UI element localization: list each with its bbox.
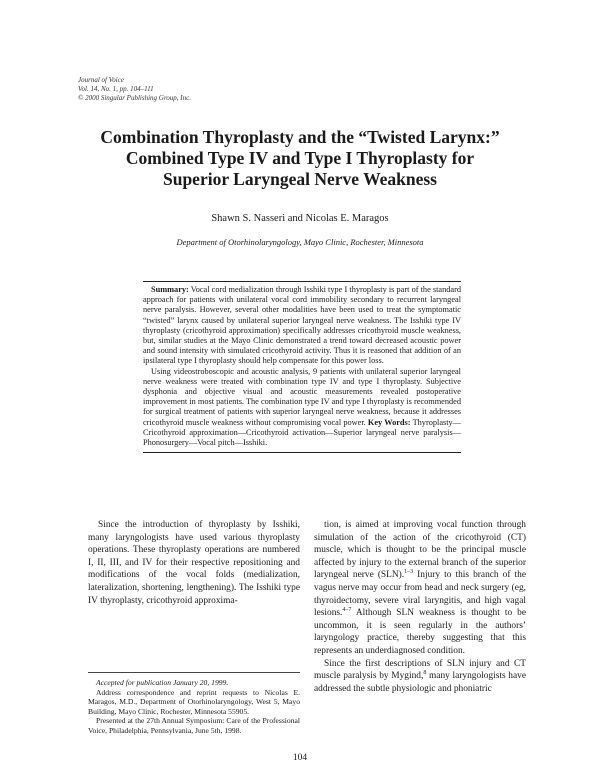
citation-ref-3: 8: [423, 670, 427, 676]
body-right-p1-b: Injury to this branch of the vagus nerve may occur from head and neck surgery (eg, thyroidectomy, severe viral laryngitis, and high vagal lesions.: [314, 570, 526, 619]
body-column-right: [314, 519, 526, 695]
title-line-3: Superior Laryngeal Nerve Weakness: [162, 169, 437, 189]
abstract-para2-text: Using videostroboscopic and acoustic analysis, 9 patients with unilateral superior laryngeal nerve weakness were treated with combination type IV and type I thyroplasty. Subjective dysphonia and objective visual and acoustic measurements revealed postoperative improvement in most patients. The combination type IV and type I thyroplasty is recommended for surgical treatment of patients with superior laryngeal nerve weakness, because it addresses cricothyroid muscle weakness without compromising vocal power.: [143, 366, 461, 427]
body-right-p1-a: tion, is aimed at improving vocal function through simulation of the action of the cricothyroid (CT) muscle, which is thought to be the principal muscle affected by injury to the external branch of the superior laryngeal nerve (SLN).: [314, 520, 526, 581]
body-left-paragraph-1: Since the introduction of thyroplasty by Isshiki, many laryngologists have used various thyroplasty operations. These thyroplasty operations are numbered I, II, III, and IV for their respective repositioning and modifications of the vocal folds (medialization, lateralization, shortening, lengthening). The Isshiki type IV thyroplasty, cricothyroid approxima-: [88, 520, 300, 606]
summary-text: Vocal cord medialization through Isshiki type I thyroplasty is part of the standard approach for patients with unilateral vocal cord immobility secondary to recurrent laryngeal nerve paralysis. However, several other modalities have been used to treat the symptomatic “twisted” larynx caused by unilateral superior laryngeal nerve weakness. The Isshiki type IV thyroplasty (cricothyroid approximation) specifically addresses cricothyroid muscle weakness, but, similar studies at the Mayo Clinic demonstrated a trend toward decreased acoustic power and sound intensity with simulated cricothyroid activity. Thus it is reasoned that addition of an ipsilateral type I thyroplasty should help compensate for this power loss.: [143, 285, 461, 366]
citation-ref-2: 4–7: [342, 607, 352, 614]
citation-ref-1: 1–3: [404, 569, 414, 576]
keywords-label: Key Words:: [367, 417, 411, 427]
authors: Shawn S. Nasseri and Nicolas E. Maragos: [211, 213, 389, 224]
journal-copyright: © 2000 Singular Publishing Group, Inc.: [78, 94, 191, 102]
abstract-summary: [143, 285, 461, 367]
body-right-p2-a: Since the first descriptions of SLN injury and CT muscle paralysis by Mygind,: [314, 658, 526, 682]
body-right-paragraph-2: [314, 658, 526, 696]
footnote-accepted: [88, 678, 300, 688]
journal-name: Journal of Voice: [78, 76, 124, 84]
body-right-p1-c: Although SLN weakness is thought to be uncommon, it is seen regularly in the authors’ laryngology practice, thereby suggesting that this represents an underdiagnosed condition.: [314, 608, 526, 656]
paper-title: [60, 127, 540, 190]
footnote-presented: Presented at the 27th Annual Symposium: Care of the Professional Voice, Philadelphia, Pennsylvania, June 5th, 1998.: [88, 716, 300, 735]
body-column-left: [88, 519, 300, 607]
footnote-address: Address correspondence and reprint requests to Nicolas E. Maragos, M.D., Department of Otorhinolaryngology, West 5, Mayo Building, Mayo Clinic, Rochester, Minnesota 55905.: [88, 687, 300, 716]
journal-volume: Vol. 14, No. 1, pp. 104–111: [78, 85, 154, 93]
body-right-paragraph-1: [314, 519, 526, 658]
page-number: 104: [292, 753, 308, 763]
summary-label: Summary:: [151, 285, 189, 294]
title-line-1: Combination Thyroplasty and the “Twisted Larynx:”: [100, 127, 500, 147]
journal-citation: [78, 76, 191, 103]
footnote-accepted-text: Accepted for publication January 20, 1999.: [96, 678, 229, 687]
footnote: [88, 672, 300, 736]
keywords-text: Thyroplasty—Cricothyroid approximation—Cricothyroid activation—Superior laryngeal nerve paralysis—Phonosurgery—Vocal pitch—Isshiki.: [143, 417, 461, 448]
title-line-2: Combined Type IV and Type I Thyroplasty for: [125, 148, 475, 168]
body-right-p2-b: many laryngologists have addressed the subtle physiologic and phoniatric: [314, 671, 527, 694]
abstract-paragraph-2: [143, 367, 461, 449]
abstract-box: [143, 281, 461, 453]
affiliation: Department of Otorhinolaryngology, Mayo Clinic, Rochester, Minnesota: [176, 237, 424, 247]
